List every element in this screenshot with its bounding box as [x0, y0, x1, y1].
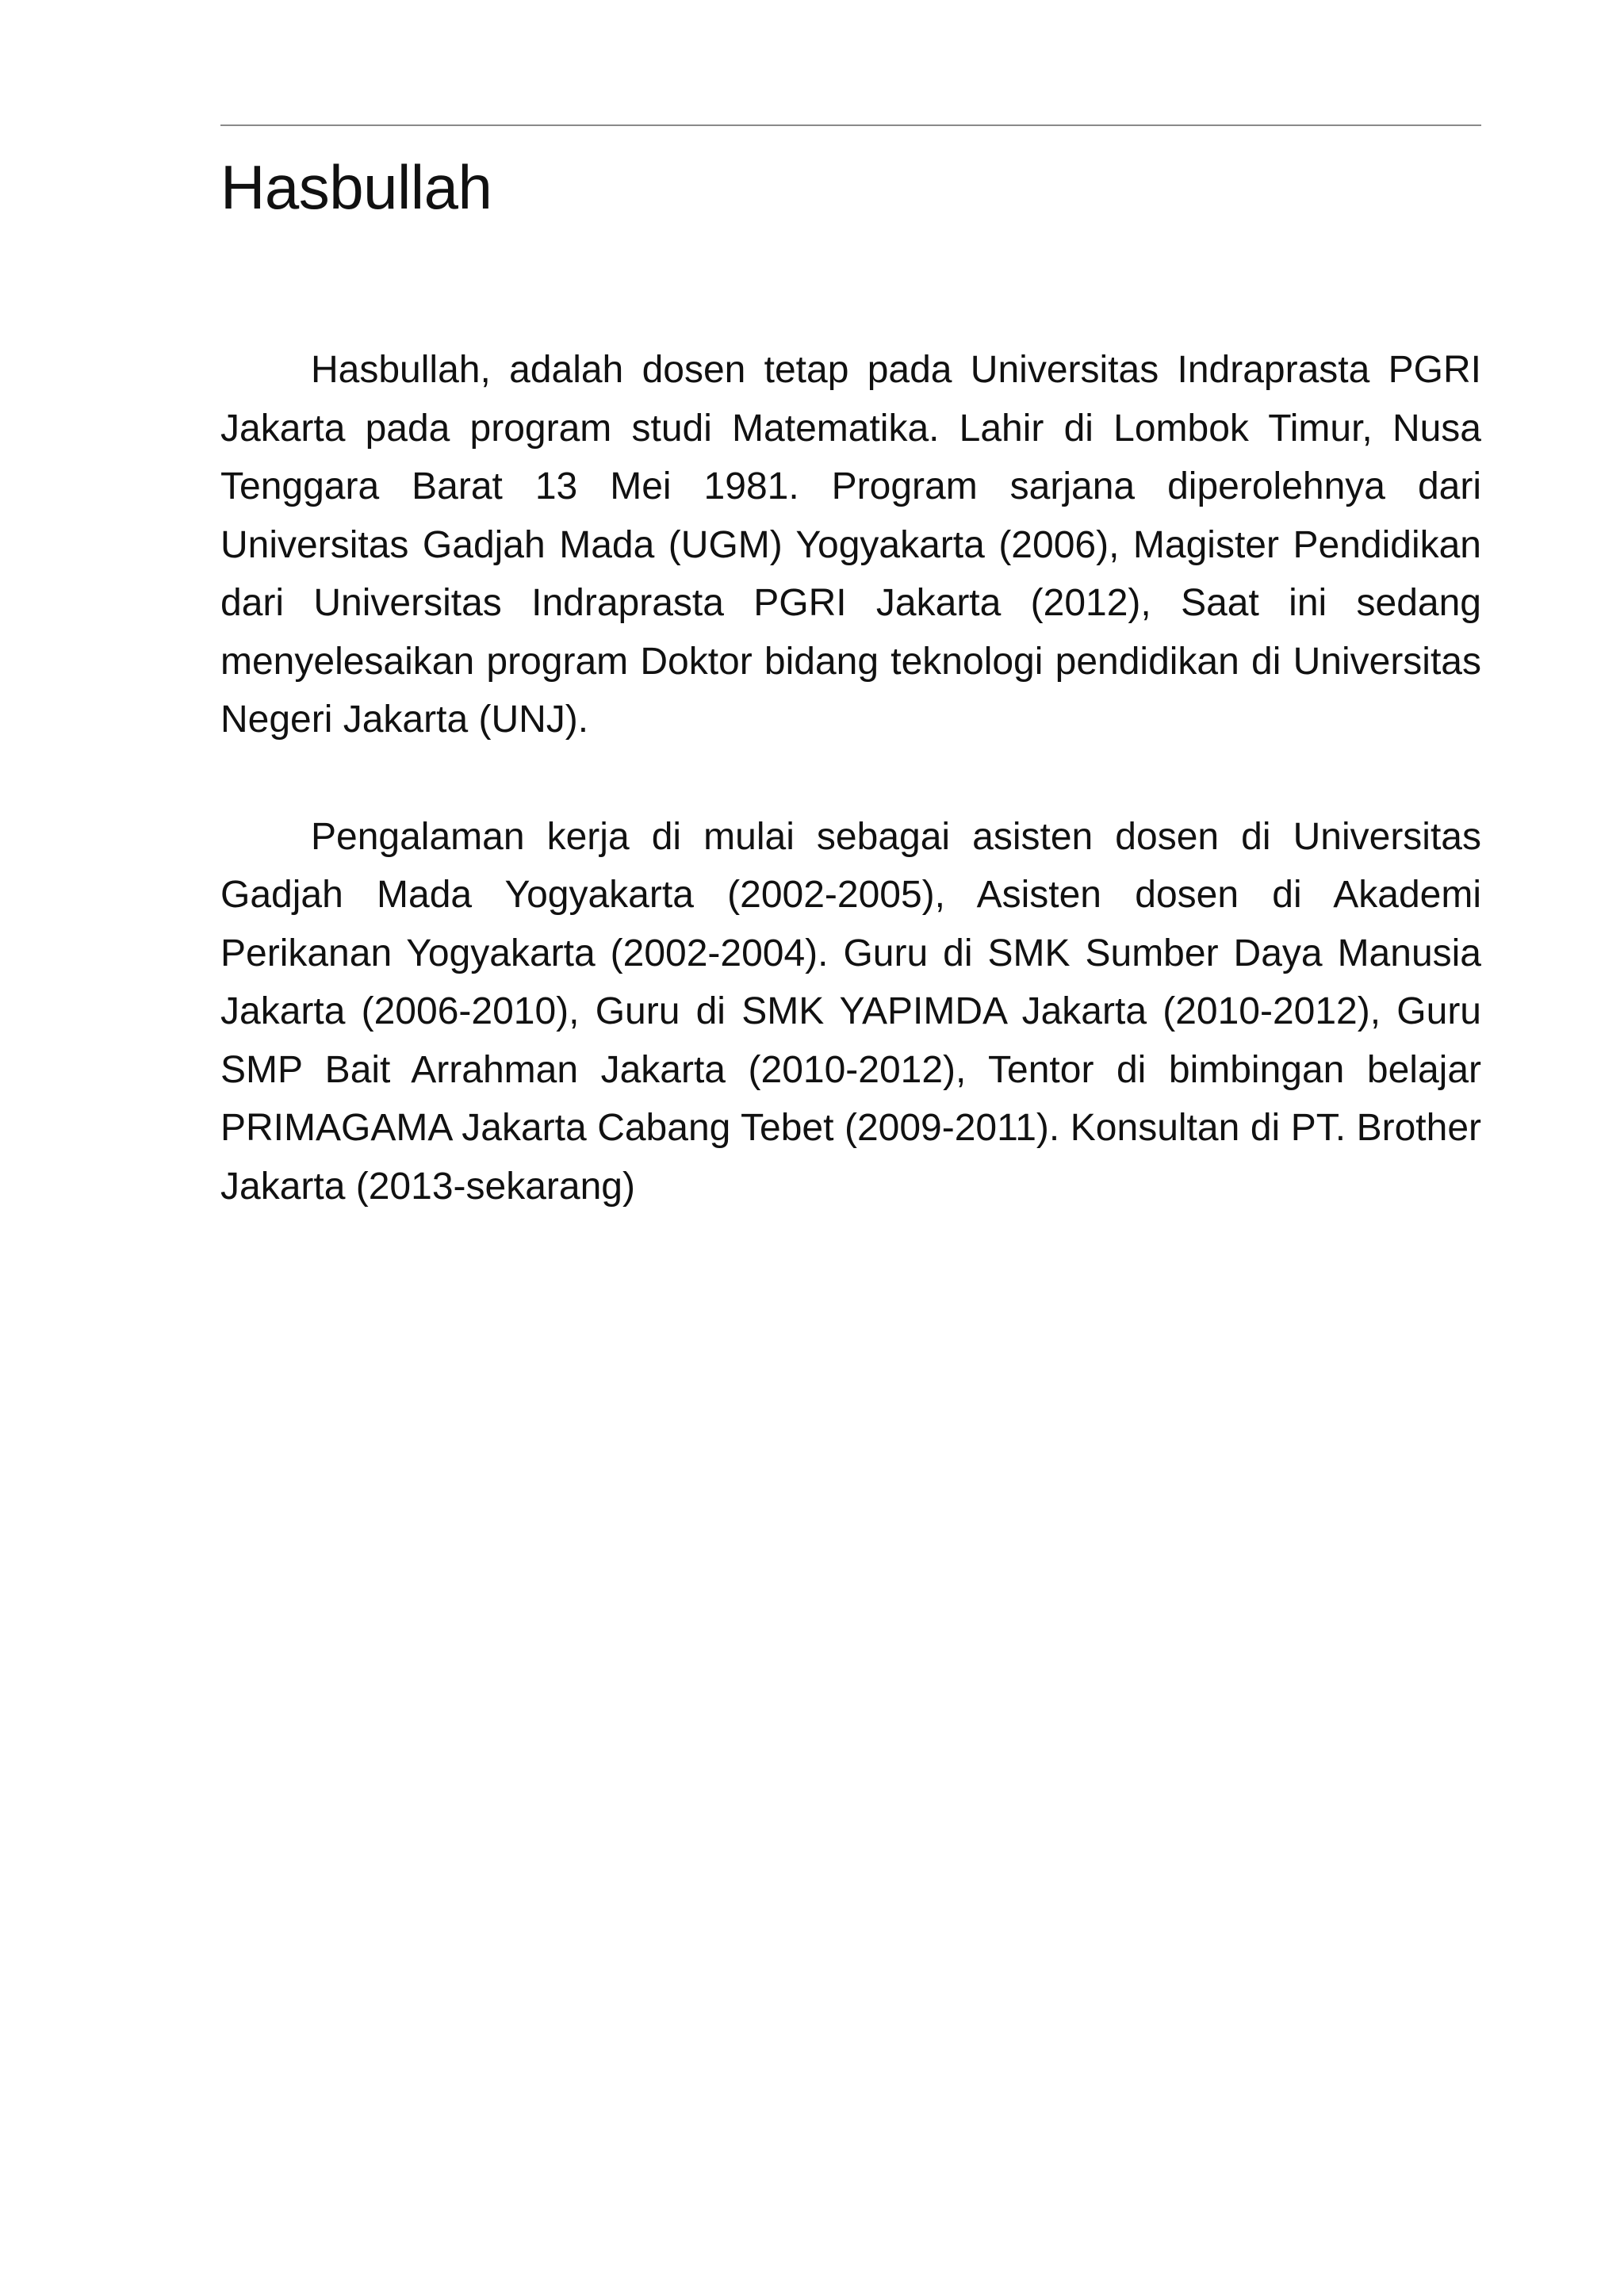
biography-paragraph-education: Hasbullah, adalah dosen tetap pada Universitas Indraprasta PGRI Jakarta pada program studi Matematika. Lahir di Lombok Timur, Nusa Tenggara Barat 13 Mei 1981. Program sarjana diperolehnya dari Universitas Gadjah Mada (UGM) Yogyakarta (2006), Magister Pendidikan dari Universitas Indraprasta PGRI Jakarta (2012), Saat ini sedang menyelesaikan program Doktor bidang teknologi pendidikan di Universitas Negeri Jakarta (UNJ).	[220, 349, 1481, 741]
biography-paragraph-experience: Pengalaman kerja di mulai sebagai asisten dosen di Universitas Gadjah Mada Yogyakarta (2002-2005), Asisten dosen di Akademi Perikanan Yogyakarta (2002-2004). Guru di SMK Sumber Daya Manusia Jakarta (2006-2010), Guru di SMK YAPIMDA Jakarta (2010-2012), Guru SMP Bait Arrahman Jakarta (2010-2012), Tentor di bimbingan belajar PRIMAGAMA Jakarta Cabang Tebet (2009-2011). Konsultan di PT. Brother Jakarta (2013-sekarang)	[220, 815, 1481, 1208]
biography-body	[220, 341, 1481, 1274]
page-title: Hasbullah	[220, 152, 492, 222]
header-rule	[220, 124, 1481, 126]
